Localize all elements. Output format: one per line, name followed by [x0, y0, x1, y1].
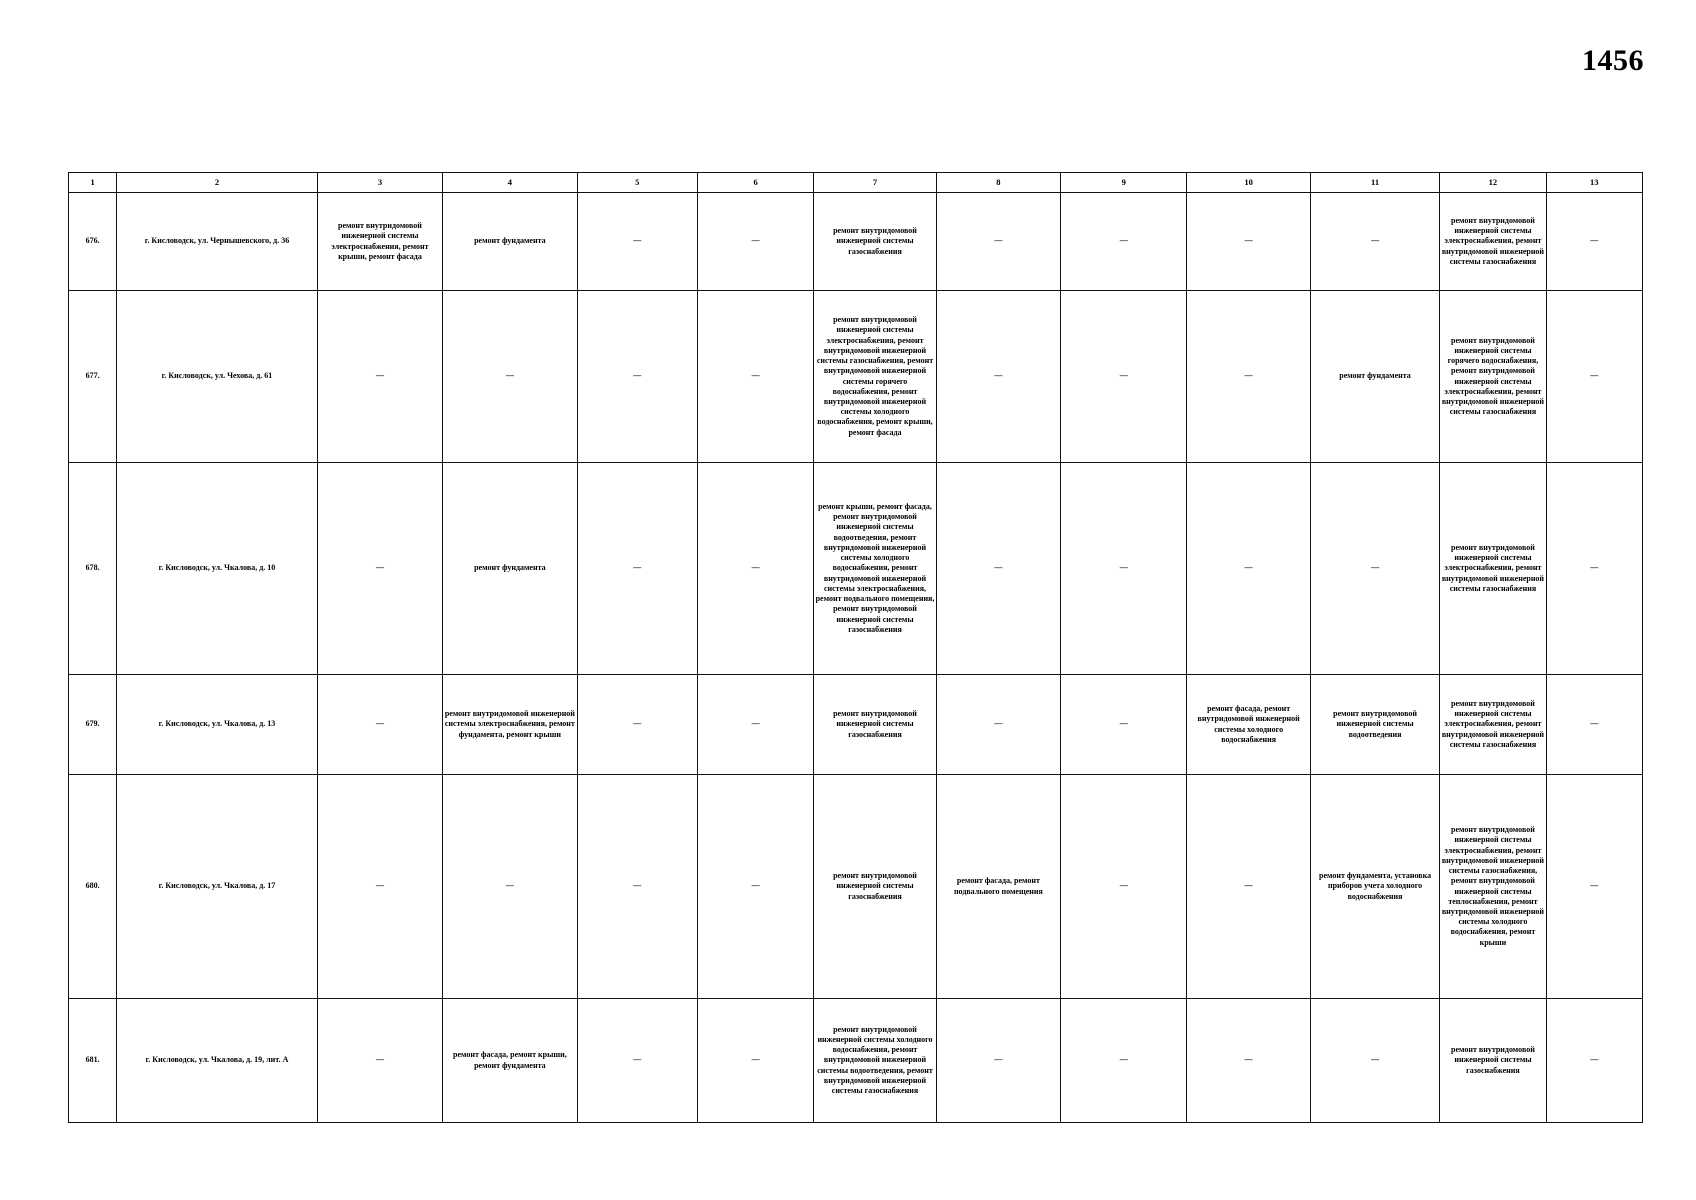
empty-dash-cell: — — [1310, 463, 1439, 675]
table-row — [69, 463, 1643, 675]
page-number: 1456 — [1582, 44, 1644, 77]
works-cell-col-7: ремонт внутридомовой инженерной системы газоснабжения — [814, 193, 936, 291]
works-cell-col-12: ремонт внутридомовой инженерной системы электроснабжения, ремонт внутридомовой инженерной системы газоснабжения — [1440, 675, 1546, 775]
works-cell-col-12: ремонт внутридомовой инженерной системы газоснабжения — [1440, 999, 1546, 1123]
empty-dash-cell: — — [1061, 463, 1187, 675]
empty-dash-cell: — — [1061, 775, 1187, 999]
column-header-12: 12 — [1440, 173, 1546, 193]
column-header-9: 9 — [1061, 173, 1187, 193]
empty-dash-cell: — — [577, 675, 697, 775]
address-cell: г. Кисловодск, ул. Чехова, д. 61 — [117, 291, 318, 463]
empty-dash-cell: — — [1187, 193, 1310, 291]
empty-dash-cell: — — [1546, 999, 1642, 1123]
table-row — [69, 999, 1643, 1123]
column-header-7: 7 — [814, 173, 936, 193]
row-number-cell: 680. — [69, 775, 117, 999]
works-cell-col-3: ремонт внутридомовой инженерной системы электроснабжения, ремонт крыши, ремонт фасада — [317, 193, 442, 291]
empty-dash-cell: — — [443, 775, 577, 999]
empty-dash-cell: — — [1061, 999, 1187, 1123]
column-header-6: 6 — [697, 173, 813, 193]
empty-dash-cell: — — [1061, 291, 1187, 463]
row-number-cell: 679. — [69, 675, 117, 775]
empty-dash-cell: — — [697, 675, 813, 775]
column-header-1: 1 — [69, 173, 117, 193]
empty-dash-cell: — — [317, 291, 442, 463]
table-row — [69, 775, 1643, 999]
column-header-5: 5 — [577, 173, 697, 193]
empty-dash-cell: — — [1187, 775, 1310, 999]
empty-dash-cell: — — [317, 999, 442, 1123]
empty-dash-cell: — — [443, 291, 577, 463]
table-row — [69, 291, 1643, 463]
empty-dash-cell: — — [936, 675, 1060, 775]
column-header-8: 8 — [936, 173, 1060, 193]
empty-dash-cell: — — [1546, 675, 1642, 775]
works-cell-col-7: ремонт внутридомовой инженерной системы газоснабжения — [814, 775, 936, 999]
empty-dash-cell: — — [577, 775, 697, 999]
address-cell: г. Кисловодск, ул. Чкалова, д. 19, лит. А — [117, 999, 318, 1123]
empty-dash-cell: — — [1187, 291, 1310, 463]
table-row — [69, 675, 1643, 775]
column-header-13: 13 — [1546, 173, 1642, 193]
works-cell-col-8: ремонт фасада, ремонт подвального помещения — [936, 775, 1060, 999]
empty-dash-cell: — — [1546, 291, 1642, 463]
row-number-cell: 678. — [69, 463, 117, 675]
works-cell-col-11: ремонт фундамента — [1310, 291, 1439, 463]
works-cell-col-4: ремонт фундамента — [443, 463, 577, 675]
column-header-10: 10 — [1187, 173, 1310, 193]
header-row — [69, 173, 1643, 193]
works-cell-col-4: ремонт внутридомовой инженерной системы электроснабжения, ремонт фундамента, ремонт крыши — [443, 675, 577, 775]
works-cell-col-7: ремонт внутридомовой инженерной системы холодного водоснабжения, ремонт внутридомовой инженерной системы водоотведения, ремонт внутридомовой инженерной системы газоснабжения — [814, 999, 936, 1123]
address-cell: г. Кисловодск, ул. Чкалова, д. 17 — [117, 775, 318, 999]
empty-dash-cell: — — [317, 463, 442, 675]
works-cell-col-4: ремонт фундамента — [443, 193, 577, 291]
works-cell-col-12: ремонт внутридомовой инженерной системы горячего водоснабжения, ремонт внутридомовой инженерной системы электроснабжения, ремонт внутридомовой инженерной системы газоснабжения — [1440, 291, 1546, 463]
empty-dash-cell: — — [936, 291, 1060, 463]
empty-dash-cell: — — [697, 775, 813, 999]
row-number-cell: 677. — [69, 291, 117, 463]
works-cell-col-10: ремонт фасада, ремонт внутридомовой инженерной системы холодного водоснабжения — [1187, 675, 1310, 775]
empty-dash-cell: — — [577, 999, 697, 1123]
empty-dash-cell: — — [1187, 999, 1310, 1123]
address-cell: г. Кисловодск, ул. Чернышевского, д. 36 — [117, 193, 318, 291]
works-cell-col-11: ремонт внутридомовой инженерной системы водоотведения — [1310, 675, 1439, 775]
empty-dash-cell: — — [1546, 193, 1642, 291]
empty-dash-cell: — — [317, 675, 442, 775]
row-number-cell: 676. — [69, 193, 117, 291]
table-body — [69, 193, 1643, 1123]
empty-dash-cell: — — [1310, 193, 1439, 291]
column-header-2: 2 — [117, 173, 318, 193]
empty-dash-cell: — — [1546, 775, 1642, 999]
empty-dash-cell: — — [697, 463, 813, 675]
empty-dash-cell: — — [1310, 999, 1439, 1123]
empty-dash-cell: — — [697, 291, 813, 463]
empty-dash-cell: — — [1061, 675, 1187, 775]
empty-dash-cell: — — [1061, 193, 1187, 291]
table-row — [69, 193, 1643, 291]
works-cell-col-11: ремонт фундамента, установка приборов учета холодного водоснабжения — [1310, 775, 1439, 999]
works-cell-col-12: ремонт внутридомовой инженерной системы электроснабжения, ремонт внутридомовой инженерной системы газоснабжения, ремонт внутридомовой инженерной системы теплоснабжения, ремонт внутридомовой инженерной системы холодного водоснабжения, ремонт крыши — [1440, 775, 1546, 999]
empty-dash-cell: — — [577, 193, 697, 291]
works-cell-col-4: ремонт фасада, ремонт крыши, ремонт фундамента — [443, 999, 577, 1123]
column-header-11: 11 — [1310, 173, 1439, 193]
column-header-3: 3 — [317, 173, 442, 193]
works-cell-col-7: ремонт внутридомовой инженерной системы электроснабжения, ремонт внутридомовой инженерной системы газоснабжения, ремонт внутридомовой инженерной системы горячего водоснабжения, ремонт внутридомовой инженерной системы холодного водоснабжения, ремонт крыши, ремонт фасада — [814, 291, 936, 463]
address-cell: г. Кисловодск, ул. Чкалова, д. 10 — [117, 463, 318, 675]
empty-dash-cell: — — [1187, 463, 1310, 675]
empty-dash-cell: — — [697, 999, 813, 1123]
works-cell-col-12: ремонт внутридомовой инженерной системы электроснабжения, ремонт внутридомовой инженерной системы газоснабжения — [1440, 193, 1546, 291]
address-cell: г. Кисловодск, ул. Чкалова, д. 13 — [117, 675, 318, 775]
works-cell-col-7: ремонт крыши, ремонт фасада, ремонт внутридомовой инженерной системы водоотведения, ремонт внутридомовой инженерной системы холодного водоснабжения, ремонт внутридомовой инженерной системы электроснабжения, ремонт подвального помещения, ремонт внутридомовой инженерной системы газоснабжения — [814, 463, 936, 675]
empty-dash-cell: — — [317, 775, 442, 999]
column-header-4: 4 — [443, 173, 577, 193]
empty-dash-cell: — — [577, 463, 697, 675]
empty-dash-cell: — — [697, 193, 813, 291]
empty-dash-cell: — — [936, 463, 1060, 675]
empty-dash-cell: — — [936, 999, 1060, 1123]
row-number-cell: 681. — [69, 999, 117, 1123]
works-table — [68, 172, 1643, 1123]
empty-dash-cell: — — [936, 193, 1060, 291]
empty-dash-cell: — — [577, 291, 697, 463]
works-cell-col-7: ремонт внутридомовой инженерной системы газоснабжения — [814, 675, 936, 775]
works-cell-col-12: ремонт внутридомовой инженерной системы электроснабжения, ремонт внутридомовой инженерной системы газоснабжения — [1440, 463, 1546, 675]
empty-dash-cell: — — [1546, 463, 1642, 675]
